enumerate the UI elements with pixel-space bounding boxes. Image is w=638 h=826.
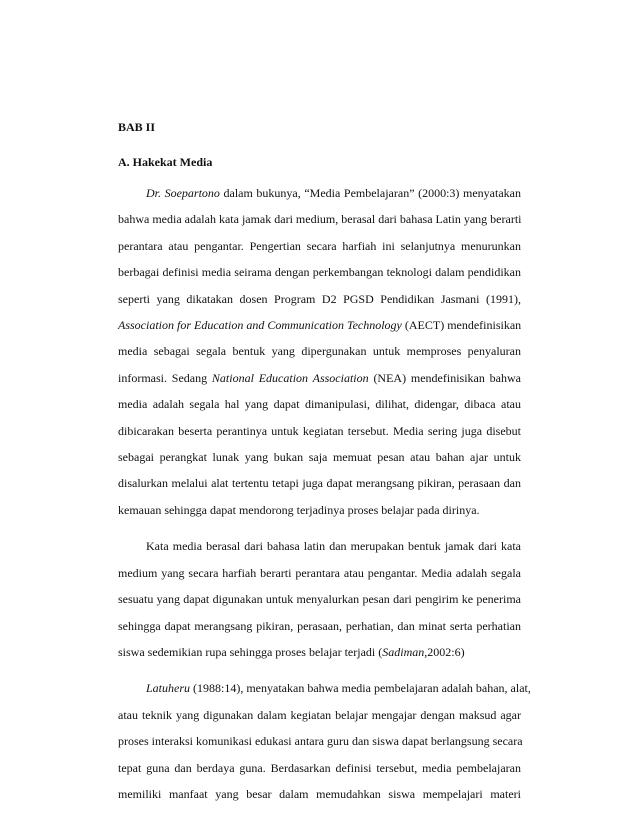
text-line [118,206,521,232]
text-run: medium yang secara harfiah berarti perantara atau pengantar. Media adalah segala [118,565,521,580]
text-run: atau teknik yang digunakan dalam kegiatan belajar mengajar dengan maksud agar [118,707,521,722]
italic-text: Association for Education and Communication Technology [118,318,402,333]
paragraph-2 [118,533,521,665]
text-line [118,338,521,364]
text-run: siswa sedemikian rupa sehingga proses belajar terjadi ( [118,644,383,659]
text-run: berbagai definisi media seirama dengan perkembangan teknologi dalam pendidikan [118,265,521,280]
text-run: sesuatu yang dapat digunakan untuk menyalurkan pesan dari pengirim ke penerima [118,592,521,607]
text-run: seperti yang dikatakan dosen Program D2 PGSD Pendidikan Jasmani (1991), [118,291,521,306]
text-line [118,755,521,781]
text-run: sehingga dapat merangsang pikiran, perasaan, perhatian, dan minat serta perhatian [118,618,521,633]
text-run: sebagai perangkat lunak yang bukan saja memuat pesan atau bahan ajar untuk [118,450,521,465]
italic-text: National Education Association [211,370,369,385]
text-line [118,586,521,612]
text-run: (AECT) mendefinisikan [401,318,522,333]
text-line [118,180,521,206]
text-run: bahwa media adalah kata jamak dari medium, berasal dari bahasa Latin yang berarti [118,212,522,227]
text-run: perantara atau pengantar. Pengertian secara harfiah ini selanjutnya menurunkan [118,238,521,253]
text-line [118,233,521,259]
text-run: memiliki manfaat yang besar dalam memudahkan siswa mempelajari materi [118,786,521,801]
text-run: tepat guna dan berdaya guna. Berdasarkan definisi tersebut, media pembelajaran [118,760,521,775]
text-line [118,702,521,728]
text-run: media adalah segala hal yang dapat dimanipulasi, dilihat, didengar, dibaca atau [118,397,521,412]
italic-text: Dr. Soepartono [146,186,220,200]
chapter-heading: BAB II [118,120,156,134]
text-run: media sebagai segala bentuk yang dipergunakan untuk memproses penyaluran [118,344,521,359]
page-content [118,120,531,807]
text-run: proses interaksi komunikasi edukasi antara guru dan siswa dapat berlangsung secara [118,734,523,749]
section-heading: A. Hakekat Media [118,155,213,169]
text-run: Kata media berasal dari bahasa latin dan merupakan bentuk jamak dari kata [146,539,521,554]
text-line [118,365,521,391]
text-line [118,286,521,312]
text-line [118,497,521,523]
text-line [118,418,521,444]
paragraph-3 [118,675,531,807]
text-run: dibicarakan beserta perantinya untuk kegiatan tersebut. Media sering juga disebut [118,423,521,438]
text-line [118,312,521,338]
italic-text: Latuheru [146,681,191,696]
text-run: (NEA) mendefinisikan bahwa [368,370,521,385]
text-run: dalam bukunya, “Media Pembelajaran” (2000:3) menyatakan [219,186,521,200]
text-run: ,2002:6) [424,644,465,659]
text-line [118,470,521,496]
text-run: informasi. Sedang [118,370,212,385]
text-line [118,613,521,639]
text-line [118,259,521,285]
text-run: disalurkan melalui alat tertentu tetapi juga dapat merangsang pikiran, perasaan dan [118,476,521,491]
paragraph-1 [118,180,521,523]
text-line [118,728,521,754]
text-line [118,639,521,665]
text-run: kemauan sehingga dapat mendorong terjadinya proses belajar pada dirinya. [118,502,480,517]
text-line [118,391,521,417]
text-line [118,781,521,807]
italic-text: Sadiman [382,644,425,659]
text-line [118,675,531,701]
text-line [118,533,521,559]
text-line [118,560,521,586]
text-line [118,444,521,470]
text-run: (1988:14), menyatakan bahwa media pembelajaran adalah bahan, alat, [190,681,531,696]
